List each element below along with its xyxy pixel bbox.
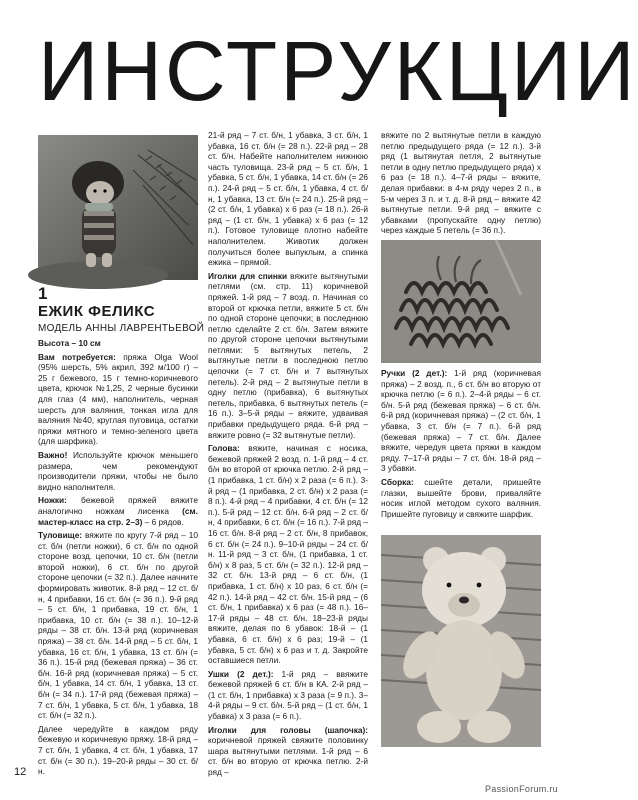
- headspines-text: коричневой пряжей свяжите половинку шара вытянутыми петлями. 1-й ряд – 6 ст. б/н во вторую от крючка петлю. 2-й ряд –: [208, 735, 368, 778]
- headspines-cont-text: вяжите по 2 вытянутые петли в каждую петлю предыдущего ряда (= 12 п.). 3-й ряд (1 вытянутая петля, 2 вытянутые петли в одну петлю предыдущего ряда) х 6 раз (= 18 п.). 4–7-й ряды – вяжите, делая прибавки: в 4-м ряду через 2 п., в 5-м через 3 п. и т. д. 8-й ряд – вяжите 42 вытянутые петли. 9-й ряд – вяжите с убавками (пропускайте одну петлю) через каждые 5 петель (= 36 п.).: [381, 130, 541, 236]
- toy-name: ЕЖИК ФЕЛИКС: [38, 303, 156, 320]
- ears-text: 1-й ряд – ввяжите бежевой пряжей 6 ст. б/н в КА. 2-й ряд – (1 ст. б/н, 1 прибавка) х 3 раза (= 9 п.). 3–4-й ряды – 9 ст. б/н. 5-й ряд – (1 ст. б/н, 1 убавка) х 3 раза (= 6 п.).: [208, 668, 368, 722]
- loop-stitch-photo: [381, 240, 541, 363]
- hedgehog-photo: [38, 135, 198, 280]
- arms-label: Ручки (2 дет.):: [381, 368, 448, 378]
- important-text: Используйте крючок меньшего размера, чем рекомендуют производители пряжи, чтобы не было видно наполнителя.: [38, 449, 198, 492]
- alternate-text: Далее чередуйте в каждом ряду бежевую и коричневую пряжу. 18-й ряд – 7 ст. б/н, 1 убавка, 4 ст. б/н, 1 убавка, 17 ст. б/н (= 30 п.). 19–20-й ряды – 30 ст. б/н.: [38, 723, 198, 777]
- page-title: ИНСТРУКЦИИ: [38, 24, 638, 118]
- materials-label: Вам потребуется:: [38, 351, 116, 362]
- column-3-top: [381, 130, 541, 239]
- column-3-bottom: [381, 368, 541, 522]
- footer-site: PassionForum.ru: [484, 784, 558, 794]
- column-1: [38, 338, 198, 780]
- teddy-bear-photo: [381, 535, 541, 747]
- page-number: 12: [14, 766, 27, 778]
- height-label: Высота – 10 см: [38, 338, 101, 348]
- important-label: Важно!: [38, 449, 68, 460]
- toy-number: 1: [38, 284, 48, 303]
- body-text: вяжите по кругу 7-й ряд – 10 ст. б/н (петли ножки), 6 ст. б/н по одной стороне возд. цепочки, 10 ст. б/н (петли второй ножки), 6 ст. б/н по другой стороне цепочки (= 32 п.). Далее начните формировать животик. 8-й ряд – 12 ст. б/н, 4 прибавки, 16 ст. б/н (= 36 п.). 9-й ряд – 5 ст. б/н, 1 прибавка, 19 ст. б/н, 1 прибавка, 10 ст. б/н (= 38 п.). 10–12-й ряды – 38 ст. б/н. 13-й ряд (коричневая пряжа) – 38 ст. б/н. 14-й ряд – 5 ст. б/н, 1 убавка, 16 ст. б/н, 1 убавка, 13 ст. б/н (= 36 п.). 15-й ряд (бежевая пряжа) – 36 ст. б/н. 16-й ряд (коричневая пряжа) – 5 ст. б/н, 1 убавка, 14 ст. б/н, 1 убавка, 13 ст. б/н (= 34 п.). 17-й ряд (бежевая пряжа) – 7 ст. б/н, 1 убавка, 5 ст. б/н, 1 убавка, 18 ст. б/н (= 32 п.).: [38, 530, 198, 721]
- arms-text: 1-й ряд (коричневая пряжа) – 2 возд. п., 6 ст. б/н во вторую от крючка петлю (= 6 п.). 2–4-й ряды – 6 ст. б/н. 5-й ряд (бежевая пряжа) – 6 ст. б/н. 6-й ряд (коричневая пряжа) – (2 ст. б/н, 1 убавка, 3 ст. б/н (= 7 п.). 6-й ряд (бежевая пряжа) – 7 ст. б/н. Далее вяжите, чередуя цвета пряжи в каждом ряду. 7–17-й ряды – 7 ст. б/н. 18-й ряд – 3 убавки.: [381, 368, 541, 474]
- legs-label: Ножки:: [38, 495, 67, 506]
- head-text: вяжите, начиная с носика, бежевой пряжей 2 возд. п. 1-й ряд – 4 ст. б/н во второй от крючка петлю. 2-й ряд – (1 прибавка, 1 ст. б/н) х 2 раза (= 6 п.). 3-й ряд – (1 прибавка, 2 ст. б/н) х 2 раза (= 8 п.). 4-й ряд – 4 прибавки, 4 ст. б/н (= 12 п.). 5-й ряд – 12 ст. б/н. 6-й ряд – 2 ст. б/н, 4 прибавки, 6 ст. б/н (= 16 п.). 7-й ряд – 16 ст. б/н. 8-й ряд – 2 ст. б/н, 8 прибавок, 6 ст. б/н (= 24 п.). 9–10-й ряды – 24 ст. б/н. 11-й ряд – 3 ст. б/н, (1 прибавка, 1 ст. б/н) х 8 раз, 5 ст. б/н (= 32 п.). 12-й ряд – 32 ст. б/н. 13-й ряд – 6 ст. б/н, (1 прибавка, 1 ст. б/н) х 10 раз, 6 ст. б/н (= 42 п.). 14-й ряд – 42 ст. б/н. 15-й ряд – (6 ст. б/н, 1 прибавка) х 6 раз (= 48 п.). 16–17-й ряды – 48 ст. б/н. 18–23-й ряды вяжите, делая по 6 убавок: 18-й – (1 убавка, 6 ст. б/н) х 6 раз; 19-й – (1 убавка, 5 ст. б/н) х 6 раз и т. д. Закройте оставшиеся петли.: [208, 443, 368, 666]
- column-2: [208, 130, 368, 781]
- legs-text: бежевой пряжей вяжите аналогично ножкам лисенка: [38, 495, 198, 516]
- toy-author: МОДЕЛЬ АННЫ ЛАВРЕНТЬЕВОЙ: [38, 323, 205, 334]
- body-label: Туловище:: [38, 530, 83, 541]
- spines-label: Иголки для спинки: [208, 270, 288, 281]
- legs-ref: (см. мастер-класс на стр. 2–3): [38, 505, 198, 527]
- ears-label: Ушки (2 дет.):: [208, 668, 274, 679]
- headspines-label: Иголки для головы (шапочка):: [208, 724, 368, 735]
- body-cont-text: 21-й ряд – 7 ст. б/н, 1 убавка, 3 ст. б/н, 1 убавка, 16 ст. б/н (= 28 п.). 22-й ряд – 28 ст. б/н. Набейте наполнителем нижнюю часть туловища. 23-й ряд – 5 ст. б/н, 1 убавка, 5 ст. б/н, 1 убавка, 14 ст. б/н (= 26 п.). 24-й ряд – 5 ст. б/н, 1 убавка, 4 ст. б/н, 1 убавка, 13 ст. б/н (= 24 п.). 25-й ряд – (2 ст. б/н, 1 убавка) х 6 раз (= 18 п.). 26-й ряд – (1 ст. б/н, 1 убавка) х 6 раз (= 12 п.). Готовое туловище плотно набейте наполнителем. Животик должен получиться более выпуклым, а спинка ежика – прямой.: [208, 130, 368, 268]
- legs-tail: – 6 рядов.: [142, 516, 184, 527]
- materials-text: пряжа Olga Wool (95% шерсть, 5% акрил, 392 м/100 г) – 25 г бежевого, 15 г темно-коричневого цвета, крючок №1,25, 2 черные бусинки для глаз (4 мм), наполнитель, черная шерсть для валяния, тонкая игла для валяния №40, круглая пуговица, остатки пряжи мятного и темно-зеленого цвета (для шарфика).: [38, 351, 198, 447]
- assembly-text: сшейте детали, пришейте глазки, вышейте брови, приваляйте носик иглой методом сухого валяния. Пришейте пуговицу и свяжите шарфик.: [381, 476, 541, 519]
- assembly-label: Сборка:: [381, 476, 414, 487]
- head-label: Голова:: [208, 443, 240, 454]
- spines-text: вяжите вытянутыми петлями (см. стр. 11) коричневой пряжей. 1-й ряд – 7 возд. п. Начиная со второй от крючка петли, вяжите 5 ст. б/н по одной стороне цепочки; в последнюю петлю сделайте 2 ст. б/н. Затем вяжите по другой стороне цепочки вытянутыми петлями: 5 вытянутых петель, 2 вытянутые петли в последнюю петлю цепочки (= 7 ст. б/н и 7 вытянутых петель). 2-й ряд – 2 вытянутые петли в одну петлю (прибавка), 6 вытянутых петель, прибавка, 6 вытянутых петель (= 16 п.). 3–5-й ряды – вяжите, удваивая прибавки предыдущего ряда. 6-й ряд – вяжите ровно (= 32 вытянутые петли).: [208, 270, 368, 440]
